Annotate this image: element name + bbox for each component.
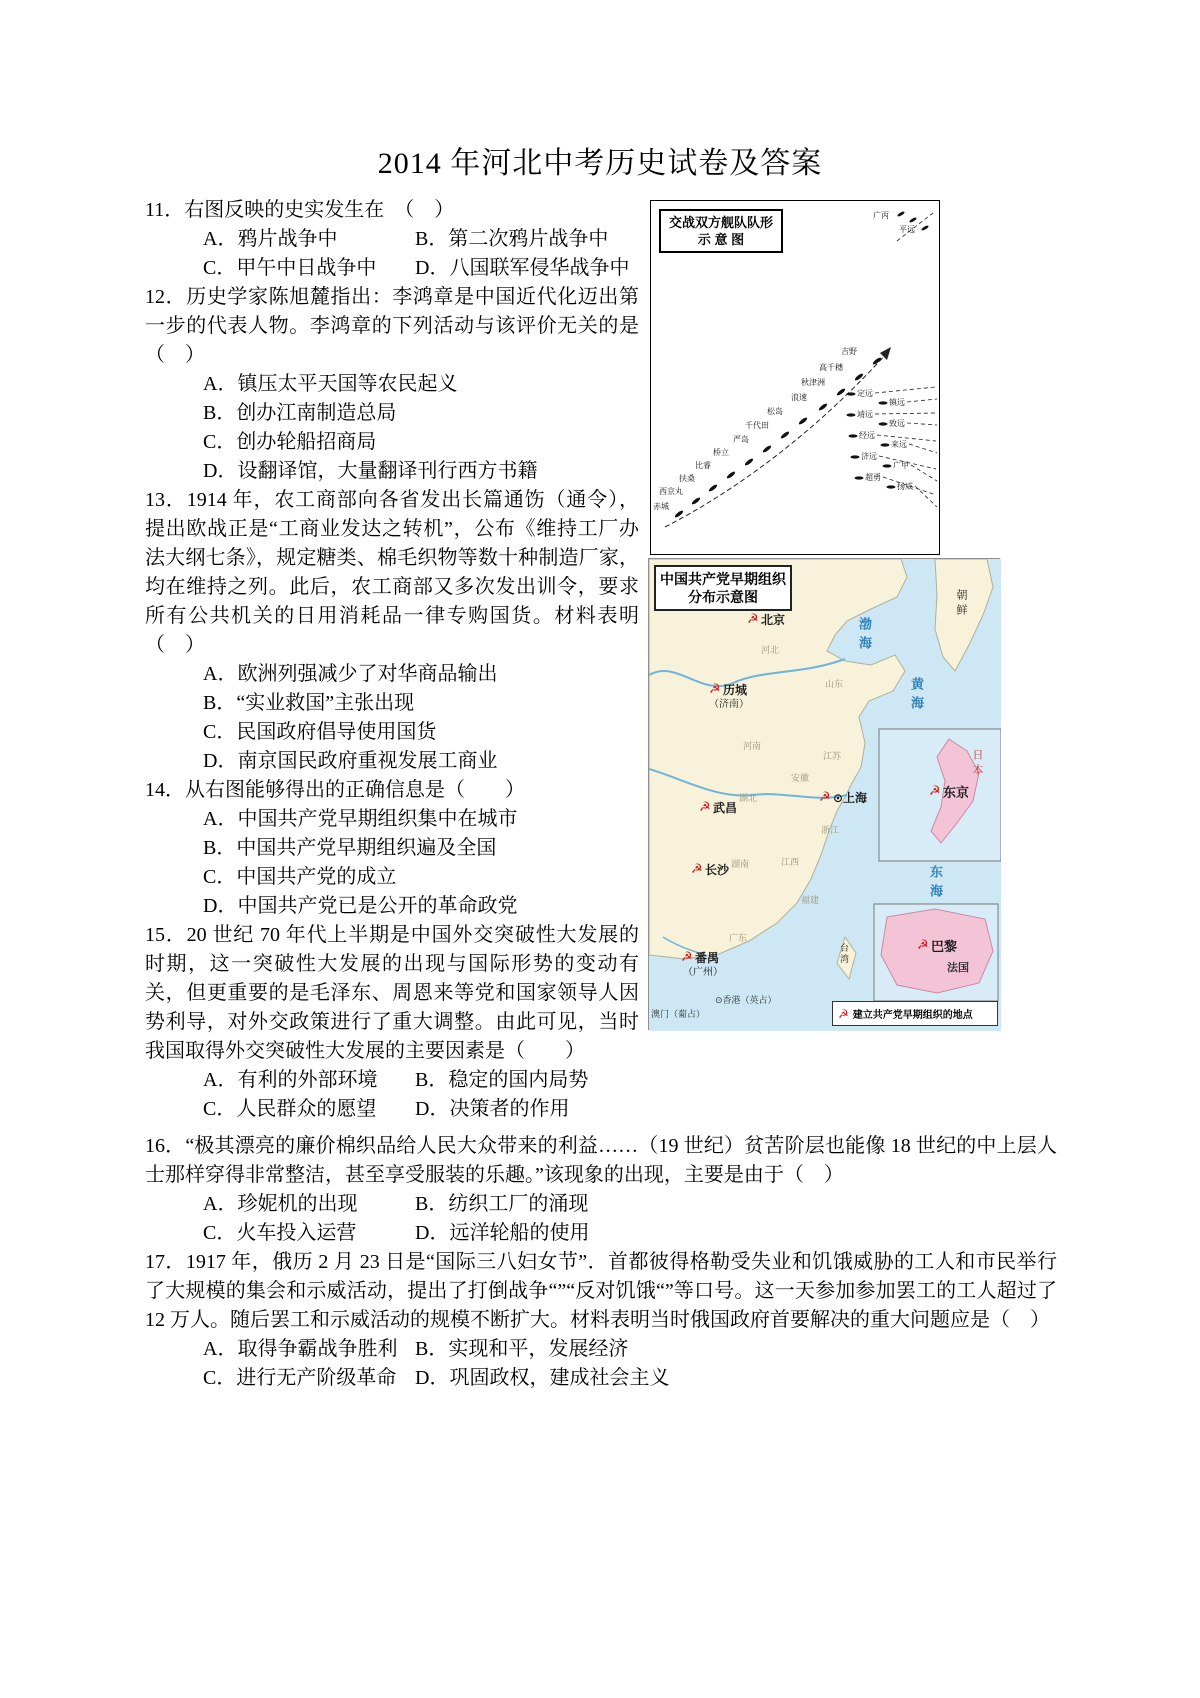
question-17-option-c: C．进行无产阶级革命 (203, 1367, 397, 1389)
question-13-option-c: C．民国政府倡导使用国货 (203, 721, 437, 743)
ship-label: 秋津洲 (801, 378, 825, 387)
ship-label: 赤城 (653, 502, 669, 511)
ship-label: 西京丸 (659, 487, 683, 496)
question-11-stem: 11．右图反映的史实发生在 （ ） (145, 199, 455, 221)
questions-left-column (145, 196, 639, 1124)
question-14 (145, 776, 639, 921)
question-16-options-row2 (145, 1219, 1057, 1248)
question-17-option-b: B．实现和平，发展经济 (415, 1338, 629, 1360)
question-15-option-b: B．稳定的国内局势 (415, 1069, 589, 1091)
ccp-early-organizations-map (648, 558, 1000, 1030)
party-emblem-icon: ☭ (691, 862, 703, 877)
naval-battle-drawing (651, 201, 939, 554)
province-label: 浙江 (821, 825, 840, 835)
question-16-option-a: A．珍妮机的出现 (203, 1193, 358, 1215)
question-11-option-d: D．八国联军侵华战争中 (415, 257, 630, 279)
province-label: 福建 (801, 895, 820, 905)
question-17-option-a: A．取得争霸战争胜利 (203, 1338, 398, 1360)
question-16-options-row1 (145, 1190, 1057, 1219)
hongkong-label: ⊙香港（英占） (715, 995, 777, 1005)
question-15-options-row1 (145, 1066, 639, 1095)
question-13 (145, 486, 639, 776)
ship-label: 镇远 (889, 398, 905, 407)
party-emblem-icon: ☭ (681, 950, 693, 965)
tokyo-label: 东京 (943, 785, 970, 800)
ship-label: 吉野 (841, 347, 857, 356)
ship-label: 广丙 (873, 211, 889, 220)
question-15-options-row2 (145, 1095, 639, 1124)
party-emblem-icon: ☭ (819, 790, 831, 805)
ship-label: 济远 (861, 452, 877, 461)
question-12-stem: 12．历史学家陈旭麓指出：李鸿章是中国近代化迈出第一步的代表人物。李鸿章的下列活动与该评价无关的是（ ） (145, 286, 639, 366)
japan-label: 日本 (971, 749, 983, 779)
map-legend (832, 1001, 998, 1026)
question-13-option-d: D．南京国民政府重视发展工商业 (203, 750, 498, 772)
question-12-option-b: B．创办江南制造总局 (203, 402, 397, 424)
question-11 (145, 196, 639, 283)
figure1-title-line2: 示 意 图 (697, 232, 745, 247)
question-17-options-row1 (145, 1335, 1057, 1364)
ship-label: 致远 (889, 419, 905, 428)
changsha-label: 长沙 (705, 863, 730, 877)
figure2-title-line1: 中国共产党早期组织 (660, 571, 786, 587)
question-14-option-d: D．中国共产党已是公开的革命政党 (203, 895, 518, 917)
party-emblem-icon: ☭ (917, 938, 929, 953)
question-14-option-a: A．中国共产党早期组织集中在城市 (203, 808, 518, 830)
question-15-option-c: C．人民群众的愿望 (203, 1098, 377, 1120)
question-16-stem: 16．“极其漂亮的廉价棉织品给人民大众带来的利益……（19 世纪）贫苦阶层也能像 18 世纪的中上层人士那样穿得非常整洁，甚至享受服装的乐趣。”该现象的出现，主要是由于（ ） (145, 1135, 1057, 1186)
ship-label: 松岛 (767, 407, 783, 416)
question-16-option-b: B．纺织工厂的涌现 (415, 1193, 589, 1215)
question-15-option-a: A．有利的外部环境 (203, 1069, 378, 1091)
figure1-title-line1: 交战双方舰队队形 (668, 215, 773, 230)
bohai-sea-label: 渤海 (857, 617, 872, 655)
guangzhou-paren-label: （广州） (683, 967, 723, 978)
ship-label: 靖远 (857, 410, 873, 419)
questions-full-column (145, 1132, 1057, 1393)
question-11-option-b: B．第二次鸦片战争中 (415, 228, 609, 250)
question-15-option-d: D．决策者的作用 (415, 1098, 570, 1120)
ship-label: 平远 (899, 225, 915, 234)
party-emblem-icon: ☭ (929, 784, 941, 799)
france-label: 法国 (947, 962, 969, 974)
question-13-option-b: B．“实业救国”主张出现 (203, 692, 415, 714)
east-china-sea-label: 东海 (928, 865, 943, 903)
taiwan-label: 台湾 (839, 943, 849, 965)
question-17-stem: 17．1917 年，俄历 2 月 23 日是“国际三八妇女节”．首都彼得格勒受失业和饥饿威胁的工人和市民举行了大规模的集会和示威活动，提出了打倒战争“”“反对饥饿“”等口号。这一天参加参加罢工的工人超过了 12 万人。随后罢工和示威活动的规模不断扩大。材料表明当时俄国政府首要解决的重大问题应是（ ） (145, 1251, 1057, 1331)
question-12 (145, 283, 639, 486)
province-label: 河北 (761, 645, 780, 655)
naval-battle-diagram (650, 200, 940, 555)
panyu-label: 番禺 (695, 951, 720, 965)
province-label: 山东 (825, 679, 844, 689)
jinan-paren-label: （济南） (709, 699, 749, 710)
province-label: 广东 (729, 933, 748, 943)
ship-label: 浪速 (791, 393, 807, 402)
yellow-sea-label: 黄海 (909, 677, 924, 715)
party-emblem-icon: ☭ (709, 682, 721, 697)
ship-label: 比睿 (695, 461, 711, 470)
question-14-stem: 14．从右图能够得出的正确信息是（ ） (145, 779, 525, 801)
ship-label: 千代田 (745, 421, 769, 430)
ship-label: 严岛 (733, 435, 749, 444)
province-label: 江西 (781, 857, 800, 867)
question-15-stem: 15．20 世纪 70 年代上半期是中国外交突破性大发展的时期，这一突破性大发展的出现与国际形势的变动有关，但更重要的是毛泽东、周恩来等党和国家领导人因势利导，对外交政策进行了重大调整。由此可见，当时我国取得外交突破性大发展的主要因素是（ ） (145, 924, 639, 1062)
province-label: 河南 (743, 741, 762, 751)
beijing-label: 北京 (761, 613, 786, 627)
macau-label: 澳门（葡占） (651, 1009, 706, 1019)
wuchang-label: 武昌 (713, 801, 738, 815)
question-14-option-c: C．中国共产党的成立 (203, 866, 397, 888)
question-11-option-c: C．甲午中日战争中 (203, 257, 377, 279)
province-label: 湖北 (739, 793, 758, 803)
ship-label: 高千穗 (819, 363, 843, 372)
question-12-option-a: A．镇压太平天国等农民起义 (203, 373, 458, 395)
page-title: 2014 年河北中考历史试卷及答案 (377, 147, 823, 180)
question-13-stem: 13．1914 年，农工商部向各省发出长篇通饬（通令），提出欧战正是“工商业发达之转机”，公布《维持工厂办法大纲七条》，规定糖类、棉毛织物等数十种制造厂家，均在维持之列。此后，农工商部又多次发出训令，要求所有公共机关的日用消耗品一律专购国货。材料表明（ ） (145, 489, 639, 656)
figure2-title-line2: 分布示意图 (688, 589, 758, 605)
ship-label: 经远 (859, 431, 875, 440)
paris-label: 巴黎 (931, 939, 958, 954)
question-16-option-d: D．远洋轮船的使用 (415, 1222, 590, 1244)
question-12-option-d: D．设翻译馆，大量翻译刊行西方书籍 (203, 460, 538, 482)
question-17 (145, 1248, 1057, 1393)
question-13-option-a: A．欧洲列强减少了对华商品输出 (203, 663, 498, 685)
province-label: 安徽 (791, 773, 810, 783)
party-emblem-icon: ☭ (699, 800, 711, 815)
ship-label: 桥立 (713, 448, 729, 457)
question-11-option-a: A．鸦片战争中 (203, 228, 338, 250)
question-12-option-c: C．创办轮船招商局 (203, 431, 377, 453)
ship-label: 来远 (891, 440, 907, 449)
ship-label: 扬威 (897, 482, 913, 491)
province-label: 江苏 (823, 751, 842, 761)
ship-label: 广甲 (893, 461, 909, 470)
question-11-options-row1 (145, 225, 639, 254)
question-16 (145, 1132, 1057, 1248)
question-17-options-row2 (145, 1364, 1057, 1393)
figure2-title-box (654, 565, 792, 611)
question-16-option-c: C．火车投入运营 (203, 1222, 357, 1244)
licheng-label: 历城 (723, 683, 748, 697)
question-14-option-b: B．中国共产党早期组织遍及全国 (203, 837, 497, 859)
legend-text: 建立共产党早期组织的地点 (852, 1010, 973, 1021)
party-emblem-icon: ☭ (838, 1006, 849, 1021)
figure1-title-box (659, 209, 783, 253)
korea-label: 朝鲜 (955, 589, 967, 619)
ship-label: 定远 (857, 389, 873, 398)
province-label: 湖南 (731, 859, 750, 869)
question-17-option-d: D．巩固政权，建成社会主义 (415, 1367, 670, 1389)
ship-label: 超勇 (865, 473, 881, 482)
question-11-options-row2 (145, 254, 639, 283)
party-emblem-icon: ☭ (747, 612, 759, 627)
shanghai-label: ⊙上海 (833, 791, 868, 805)
ship-label: 扶桑 (679, 474, 695, 483)
question-15 (145, 921, 639, 1124)
